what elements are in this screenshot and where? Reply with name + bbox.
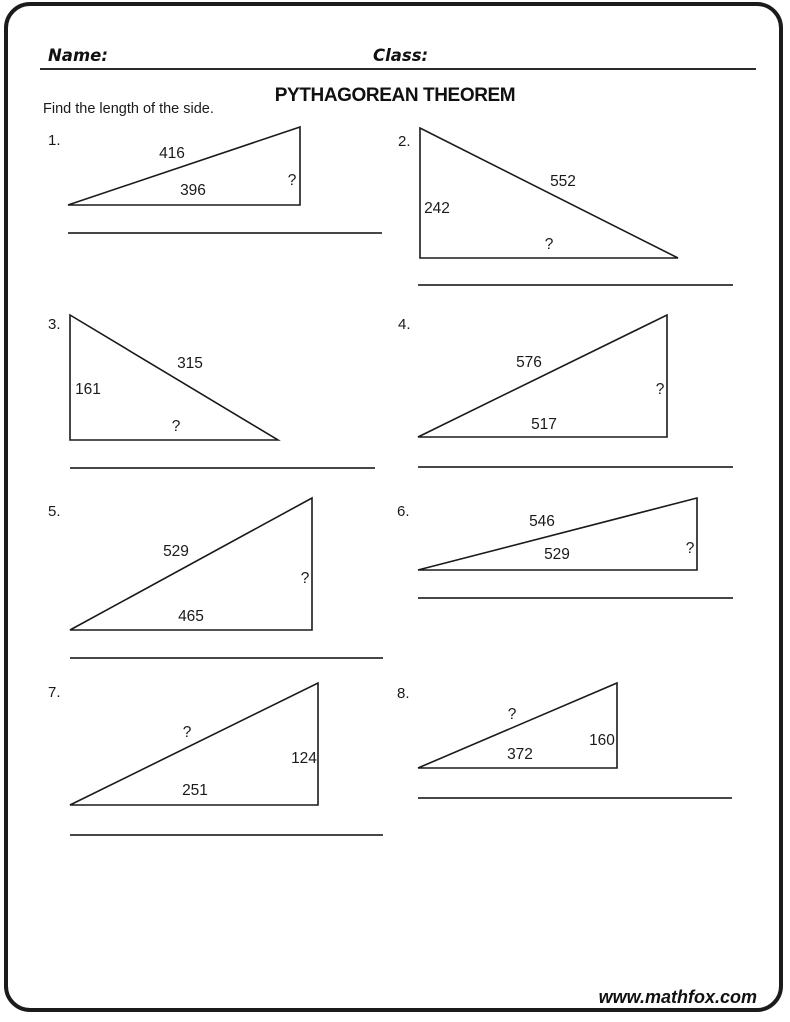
problem-1-vertical-label: ? xyxy=(287,172,297,189)
problem-4-hypotenuse-label: 576 xyxy=(516,354,542,371)
problem-2-base-label: ? xyxy=(544,236,554,253)
problem-3-answer-line xyxy=(70,467,375,469)
problem-7-answer-line xyxy=(70,834,383,836)
problem-6-vertical-label: ? xyxy=(685,540,695,557)
problem-2-number: 2. xyxy=(398,133,411,150)
problem-6-answer-line xyxy=(418,597,733,599)
problem-6-base-label: 529 xyxy=(544,546,570,563)
problem-2-answer-line xyxy=(418,284,733,286)
problem-6-number: 6. xyxy=(397,503,410,520)
worksheet-title: PYTHAGOREAN THEOREM xyxy=(274,85,516,106)
instruction-text: Find the length of the side. xyxy=(43,101,214,117)
problem-7-base-label: 251 xyxy=(182,782,208,799)
problem-1-number: 1. xyxy=(48,132,61,149)
problem-8-hypotenuse-label: ? xyxy=(507,706,517,723)
problem-5-answer-line xyxy=(70,657,383,659)
problem-2-triangle xyxy=(420,128,678,258)
name-label: Name: xyxy=(48,46,108,65)
problem-7-hypotenuse-label: ? xyxy=(182,724,192,741)
problem-7-number: 7. xyxy=(48,684,61,701)
problem-1-base-label: 396 xyxy=(180,182,206,199)
problem-4-answer-line xyxy=(418,466,733,468)
problem-5-number: 5. xyxy=(48,503,61,520)
problem-8-number: 8. xyxy=(397,685,410,702)
problem-7-triangle xyxy=(70,683,318,805)
footer-website: www.mathfox.com xyxy=(598,987,757,1007)
problem-1-answer-line xyxy=(68,232,382,234)
problem-8-triangle xyxy=(418,683,617,768)
problem-8-vertical-label: 160 xyxy=(589,732,615,749)
problem-3-base-label: ? xyxy=(171,418,181,435)
problem-1-hypotenuse-label: 416 xyxy=(159,145,185,162)
problem-2-hypotenuse-label: 552 xyxy=(550,173,576,190)
problem-3-hypotenuse-label: 315 xyxy=(177,355,203,372)
problem-5-base-label: 465 xyxy=(178,608,204,625)
problem-6-hypotenuse-label: 546 xyxy=(529,513,555,530)
problem-4-number: 4. xyxy=(398,316,411,333)
problem-3-triangle xyxy=(70,315,278,440)
class-label: Class: xyxy=(373,46,429,65)
problem-5-hypotenuse-label: 529 xyxy=(163,543,189,560)
problem-6-triangle xyxy=(418,498,697,570)
problem-5-triangle xyxy=(70,498,312,630)
problem-1-triangle xyxy=(68,127,300,205)
problem-4-vertical-label: ? xyxy=(655,381,665,398)
problem-3-vertical-label: 161 xyxy=(75,381,101,398)
problem-8-answer-line xyxy=(418,797,732,799)
problem-7-vertical-label: 124 xyxy=(291,750,317,767)
problem-3-number: 3. xyxy=(48,316,61,333)
problem-4-triangle xyxy=(418,315,667,437)
problem-2-vertical-label: 242 xyxy=(424,200,450,217)
problem-5-vertical-label: ? xyxy=(300,570,310,587)
problem-4-base-label: 517 xyxy=(531,416,557,433)
problem-8-base-label: 372 xyxy=(507,746,533,763)
